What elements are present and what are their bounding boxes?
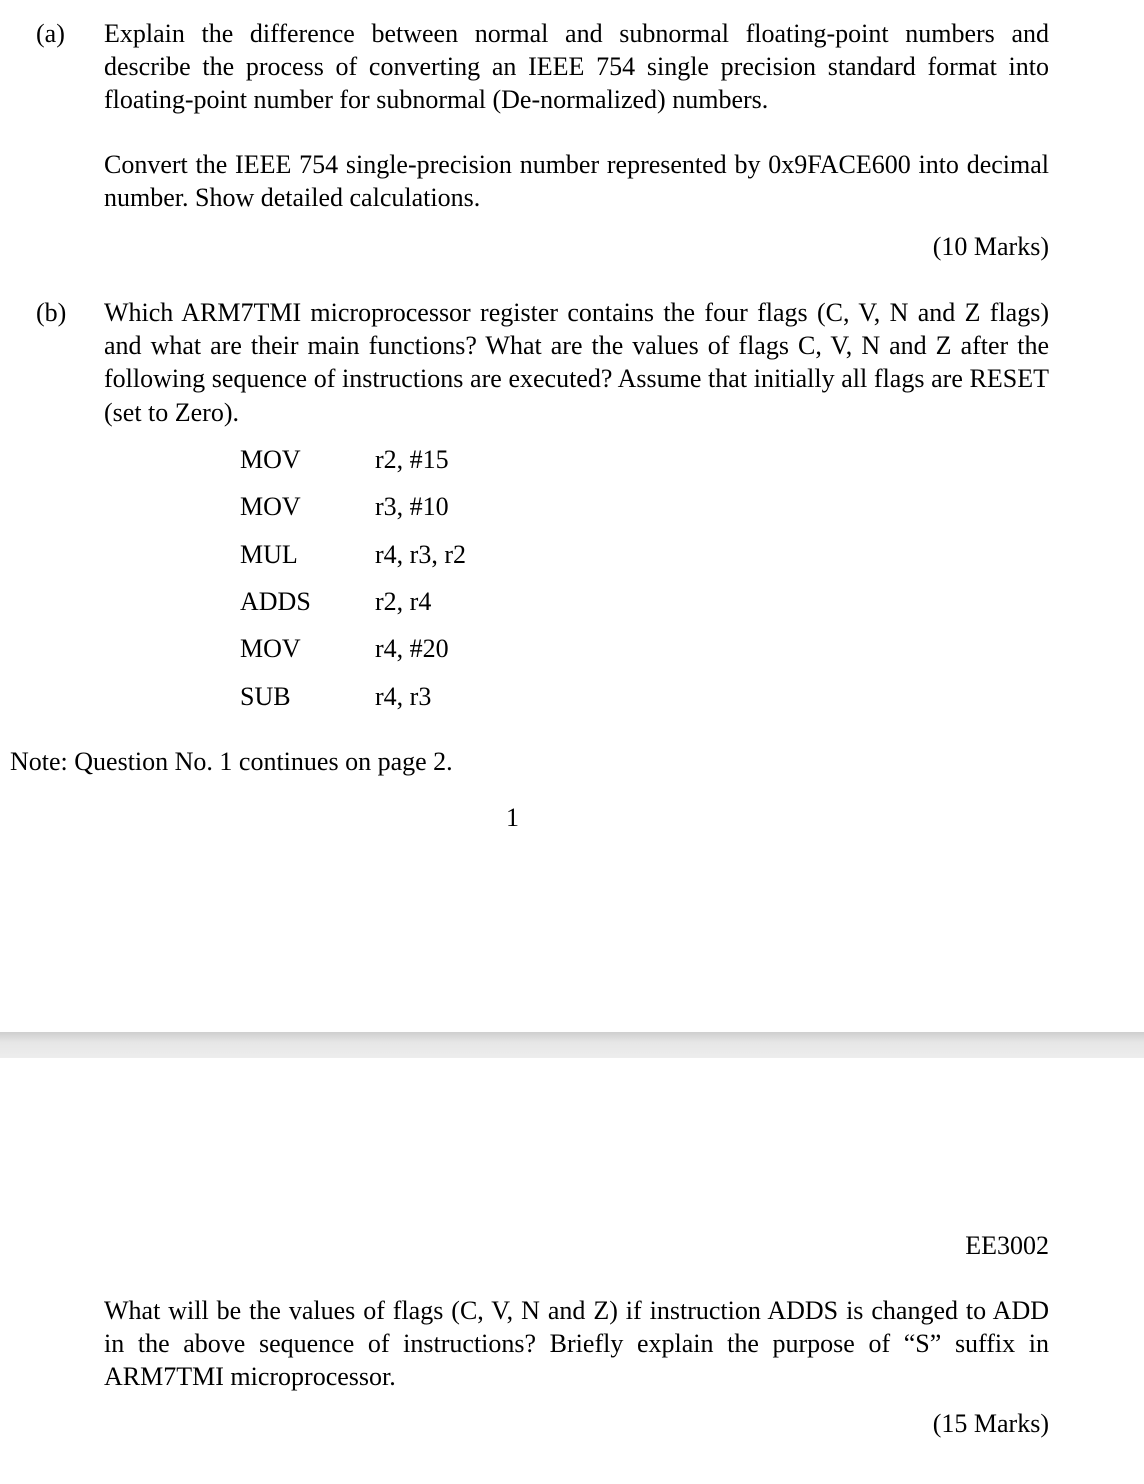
part-a-label: (a) (36, 19, 65, 48)
part-a-conversion-text: Convert the IEEE 754 single-precision number represented by 0x9FACE600 into decimal number. Show detailed calculations. (104, 150, 1049, 213)
part-b-question-text: Which ARM7TMI microprocessor register contains the four flags (C, V, N and Z flags) and what are their main functions? What are the values of flags C, V, N and Z after the following sequence of instructions are executed? Assume that initially all flags are RESET (set to Zero). (104, 298, 1049, 427)
course-code: EE3002 (965, 1231, 1049, 1260)
part-a-marks: (10 Marks) (932, 232, 1049, 261)
instruction-operands: r2, r4 (375, 587, 432, 616)
instruction-operands: r2, #15 (375, 445, 449, 474)
exam-page-2 (0, 1058, 1144, 1484)
part-b-followup-text: What will be the values of flags (C, V, N and Z) if instruction ADDS is changed to ADD in the above sequence of instructions? Briefly explain the purpose of “S” suffix in ARM7TMI microprocessor. (104, 1296, 1049, 1392)
instruction-operands: r4, #20 (375, 634, 449, 663)
page-separator (0, 1032, 1144, 1058)
part-a-question-text: Explain the difference between normal and subnormal floating-point numbers and describe the process of converting an IEEE 754 single precision standard format into floating-point number for subnormal (De-normalized) numbers. (104, 19, 1049, 115)
instruction-opcode: MOV (240, 634, 301, 663)
instruction-operands: r4, r3 (375, 682, 432, 711)
instruction-opcode: MOV (240, 492, 301, 521)
instruction-operands: r3, #10 (375, 492, 449, 521)
instruction-opcode: MOV (240, 445, 301, 474)
part-b-marks: (15 Marks) (932, 1409, 1049, 1438)
instruction-opcode: ADDS (240, 587, 311, 616)
instruction-operands: r4, r3, r2 (375, 540, 466, 569)
page-number: 1 (506, 803, 519, 832)
instruction-opcode: SUB (240, 682, 291, 711)
part-b-label: (b) (36, 298, 67, 327)
instruction-opcode: MUL (240, 540, 298, 569)
continuation-note: Note: Question No. 1 continues on page 2. (10, 747, 453, 776)
